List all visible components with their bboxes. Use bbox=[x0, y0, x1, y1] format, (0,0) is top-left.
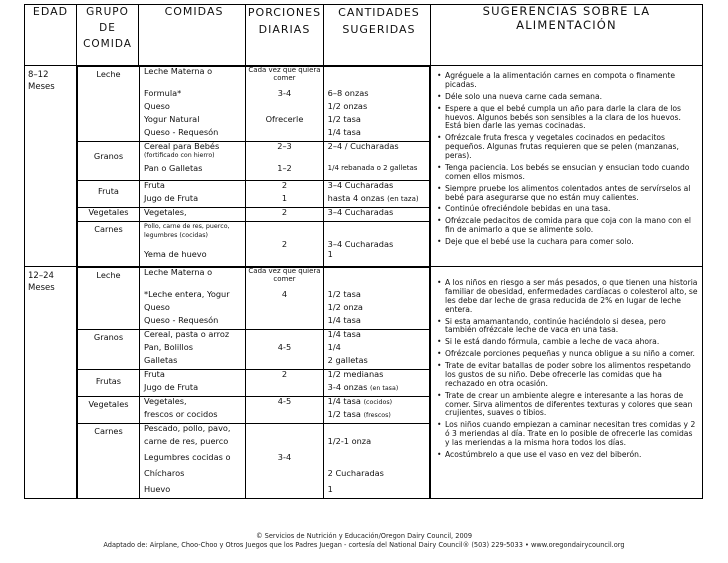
food-cell: Jugo de Fruta bbox=[144, 383, 199, 392]
suggestion-item: • Ofrézcale fruta fresca y vegetales cocinados en pedacitos pequeños. Algunas frutas requieren que se pelen (manzanas, peras). bbox=[437, 134, 698, 161]
portion-cell: Cada vez que quiera comer bbox=[246, 268, 323, 290]
group-leche-1 bbox=[78, 67, 430, 142]
suggestion-item: • A los niños en riesgo a ser más pesados, o que tienen una historia familiar de obesidad, enfermedades cardíacas o colesterol alto, se les debe dar leche de grasa reducida de 2% en lugar de leche entera. bbox=[437, 279, 698, 315]
food-cell: Jugo de Fruta bbox=[144, 194, 199, 203]
group-label: Carnes bbox=[78, 424, 140, 499]
amount-note: (en taza) bbox=[387, 195, 419, 203]
food-cell: Chícharos bbox=[144, 469, 185, 478]
group-leche-2 bbox=[78, 268, 430, 330]
group-vegetales-1 bbox=[78, 208, 430, 222]
food-cell: Leche Materna o bbox=[144, 268, 213, 277]
food-cell: Formula* bbox=[144, 89, 182, 98]
food-cell: Pan, Bolillos bbox=[144, 343, 193, 352]
amount-cell: 3–4 Cucharadas bbox=[327, 239, 394, 250]
group-granos-2 bbox=[78, 330, 430, 370]
portion-cell: 1 bbox=[246, 194, 323, 207]
amount-cell: 1/2 tasa bbox=[327, 115, 361, 124]
portion-cell: 1–2 bbox=[246, 164, 323, 180]
food-cell: Queso - Requesón bbox=[144, 128, 219, 137]
portion-cell: 4 bbox=[246, 290, 323, 303]
amount-cell bbox=[323, 453, 429, 469]
group-label: Granos bbox=[78, 142, 140, 181]
food-cell: carne de res, puerco bbox=[144, 437, 229, 446]
food-cell: Fruta bbox=[144, 370, 165, 379]
suggestion-item: • Déle solo una nueva carne cada semana. bbox=[437, 93, 698, 102]
portion-cell: 3-4 bbox=[246, 89, 323, 102]
footer-copyright: © Servicios de Nutrición y Educación/Oregon Dairy Council, 2009 bbox=[255, 532, 473, 540]
food-note: (fortificado con hierro) bbox=[144, 152, 215, 160]
portion-cell: 3-4 bbox=[246, 453, 323, 469]
header-porciones: PORCIONES DIARIAS bbox=[246, 5, 324, 65]
amount-cell bbox=[323, 268, 429, 290]
suggestion-item: • Ofrézcale pedacitos de comida para que coja con la mano con el fin de animarlo a que se alimente solo. bbox=[437, 217, 698, 235]
food-cell: Yema de huevo bbox=[144, 250, 207, 259]
amount-cell: 1/4 tasa bbox=[327, 128, 361, 137]
age-12-24: 12–24 Meses bbox=[25, 267, 77, 499]
header-row bbox=[25, 5, 703, 66]
portion-cell: 2 bbox=[246, 222, 323, 250]
portion-cell bbox=[246, 102, 323, 115]
suggestion-item: • Los niños cuando empiezan a caminar necesitan tres comidas y 2 ó 3 meriendas al día. Trate en lo posible de ofrecerle las comidas y las meriendas a la misma hora todos los días. bbox=[437, 421, 698, 448]
group-label: Vegetales bbox=[78, 397, 140, 424]
amount-note: (cocidos) bbox=[363, 399, 393, 406]
suggestion-item: • Agréguele a la alimentación carnes en compota o finamente picadas. bbox=[437, 72, 698, 90]
portion-cell bbox=[246, 330, 323, 343]
suggestion-item: • Ofrézcale porciones pequeñas y nunca obligue a su niño a comer. bbox=[437, 350, 698, 359]
suggestion-item: • Si le está dando fórmula, cambie a leche de vaca ahora. bbox=[437, 338, 698, 347]
food-cell: Leche Materna o bbox=[144, 67, 213, 76]
food-cell: Galletas bbox=[144, 356, 178, 365]
header-edad: EDAD bbox=[25, 5, 77, 66]
amount-cell: 1/2 onzas bbox=[327, 102, 368, 111]
portion-cell: Cada vez que quiera comer bbox=[246, 67, 323, 89]
group-carnes-2 bbox=[78, 424, 430, 499]
portion-cell bbox=[246, 316, 323, 329]
group-label: Carnes bbox=[78, 222, 140, 267]
amount-value: 1/2 tasa bbox=[327, 410, 361, 419]
group-vegetales-2 bbox=[78, 397, 430, 424]
suggestions-8-12 bbox=[431, 66, 703, 267]
portion-cell: 2–3 bbox=[246, 142, 323, 164]
food-cell: Vegetales, bbox=[144, 397, 187, 406]
food-cell: frescos or cocidos bbox=[144, 410, 218, 419]
age-8-12: 8–12 Meses bbox=[25, 66, 77, 267]
food-cell: *Leche entera, Yogur bbox=[144, 290, 230, 299]
amount-cell: 1/4 tasa bbox=[327, 330, 361, 339]
suggestion-item: • Espere a que el bebé cumpla un año para darle la clara de los huevos. Algunos bebés son sensibles a la clara de los huevos. Está bien darle las yemas cocinadas. bbox=[437, 105, 698, 132]
food-name: Cereal para Bebés bbox=[144, 142, 220, 151]
suggestion-item: • Trate de evitar batallas de poder sobre los alimentos respetando los gustos de su niño. Debe ofrecerle las comidas que ha rechazado en otra ocasión. bbox=[437, 362, 698, 389]
portion-cell bbox=[246, 485, 323, 498]
amount-cell: 2 galletas bbox=[327, 356, 368, 365]
amount-cell: 3–4 Cucharadas bbox=[327, 181, 394, 190]
amount-cell: 6–8 onzas bbox=[327, 89, 369, 98]
food-cell: Queso bbox=[144, 303, 170, 312]
group-label: Leche bbox=[78, 67, 140, 142]
portion-cell bbox=[246, 303, 323, 316]
food-cell: Vegetales, bbox=[144, 208, 187, 217]
section-8-12 bbox=[25, 66, 703, 267]
food-cell bbox=[140, 142, 246, 164]
food-cell: Queso - Requesón bbox=[144, 316, 219, 325]
portion-cell: 2 bbox=[246, 370, 323, 396]
suggestion-item: • Tenga paciencia. Los bebés se ensucian y ensucian todo cuando comen ellos mismos. bbox=[437, 164, 698, 182]
suggestion-item: • Siempre pruebe los alimentos colentados antes de servírselos al bebé para asegurarse que no están muy calientes. bbox=[437, 185, 698, 203]
amount-cell bbox=[323, 67, 429, 89]
amount-cell: 1 bbox=[327, 250, 333, 259]
amount-cell: 3–4 Cucharadas bbox=[327, 208, 394, 217]
portion-cell bbox=[246, 128, 323, 141]
amount-cell: 1/2-1 onza bbox=[327, 437, 372, 446]
suggestion-item: • Trate de crear un ambiente alegre e interesante a las horas de comer. Sirva alimentos de diferentes texturas y colores que sean crujientes, suaves o tibios. bbox=[437, 392, 698, 419]
header-comidas: COMIDAS bbox=[164, 5, 224, 18]
amount-cell: 1 bbox=[327, 485, 333, 494]
header-middle bbox=[139, 5, 431, 66]
amount-cell bbox=[323, 383, 429, 396]
amount-cell: 1/4 bbox=[327, 343, 341, 352]
food-cell: Pollo, carne de res, puerco, legumbres (cocidas) bbox=[144, 223, 230, 240]
food-cell: Cereal, pasta o arroz bbox=[144, 330, 230, 339]
amount-value: hasta 4 onzas bbox=[327, 194, 385, 203]
food-cell: Pan o Galletas bbox=[144, 164, 203, 173]
suggestion-item: • Si esta amamantando, continúe haciéndolo si desea, pero también ofrézcale leche de vaca en una tasa. bbox=[437, 318, 698, 336]
portion-cell bbox=[246, 250, 323, 266]
amount-cell: 1/2 medianas bbox=[327, 370, 384, 379]
food-cell: Fruta bbox=[144, 181, 165, 190]
portion-cell: 4-5 bbox=[246, 397, 323, 423]
amount-cell bbox=[323, 410, 429, 423]
suggestion-item: • Continúe ofreciéndole bebidas en una tasa. bbox=[437, 205, 698, 214]
food-cell: Yogur Natural bbox=[144, 115, 200, 124]
group-carnes-1 bbox=[78, 222, 430, 267]
header-grupo: GRUPO DE COMIDA bbox=[77, 5, 139, 66]
group-frutas-2 bbox=[78, 370, 430, 397]
portion-cell bbox=[246, 437, 323, 453]
portion-cell: 4-5 bbox=[246, 343, 323, 356]
group-label: Fruta bbox=[78, 181, 140, 208]
group-label: Vegetales bbox=[78, 208, 140, 222]
amount-cell: 1/4 tasa bbox=[327, 316, 361, 325]
amount-note: (frescos) bbox=[363, 412, 391, 419]
amount-cell bbox=[323, 424, 429, 437]
group-label: Granos bbox=[78, 330, 140, 370]
amount-cell: 1/4 rebanada o 2 galletas bbox=[327, 164, 418, 172]
amount-value: 3-4 onzas bbox=[327, 383, 368, 392]
feeding-guide-table bbox=[24, 4, 703, 499]
portion-cell bbox=[246, 469, 323, 485]
suggestions-12-24 bbox=[431, 267, 703, 499]
header-sugerencias: SUGERENCIAS SOBRE LA ALIMENTACIÓN bbox=[431, 5, 703, 66]
food-cell: Huevo bbox=[144, 485, 171, 494]
amount-cell: 1/2 tasa bbox=[327, 290, 361, 299]
footer-source: Adaptado de: Airplane, Choo-Choo y Otros Juegos que los Padres Juegan - cortesía del National Dairy Council® (503) 229-5033 • www.oregondairycouncil.org bbox=[103, 541, 625, 549]
food-cell: Pescado, pollo, pavo, bbox=[144, 424, 231, 433]
group-fruta-1 bbox=[78, 181, 430, 208]
amount-cell bbox=[323, 397, 429, 410]
amount-cell: 1/2 onza bbox=[327, 303, 363, 312]
food-cell: Legumbres cocidas o bbox=[144, 453, 231, 462]
portion-cell bbox=[246, 356, 323, 369]
suggestion-item: • Acostúmbrelo a que use el vaso en vez del biberón. bbox=[437, 451, 698, 460]
amount-cell bbox=[323, 194, 429, 207]
amount-value: 1/4 tasa bbox=[327, 397, 361, 406]
group-label: Frutas bbox=[78, 370, 140, 397]
food-cell: Queso bbox=[144, 102, 170, 111]
amount-cell: 2–4 / Cucharadas bbox=[327, 142, 399, 151]
group-label: Leche bbox=[78, 268, 140, 330]
header-cantidades: CANTIDADES SUGERIDAS bbox=[338, 6, 420, 36]
amount-cell: 2 Cucharadas bbox=[327, 469, 384, 478]
section-12-24 bbox=[25, 267, 703, 499]
portion-cell: 2 bbox=[246, 208, 323, 221]
group-granos-1 bbox=[78, 142, 430, 181]
suggestion-item: • Deje que el bebé use la cuchara para comer solo. bbox=[437, 238, 698, 247]
portion-cell bbox=[246, 424, 323, 437]
amount-note: (en tasa) bbox=[370, 385, 399, 392]
portion-cell: 2 bbox=[246, 181, 323, 194]
portion-cell: Ofrecerle bbox=[246, 115, 323, 128]
